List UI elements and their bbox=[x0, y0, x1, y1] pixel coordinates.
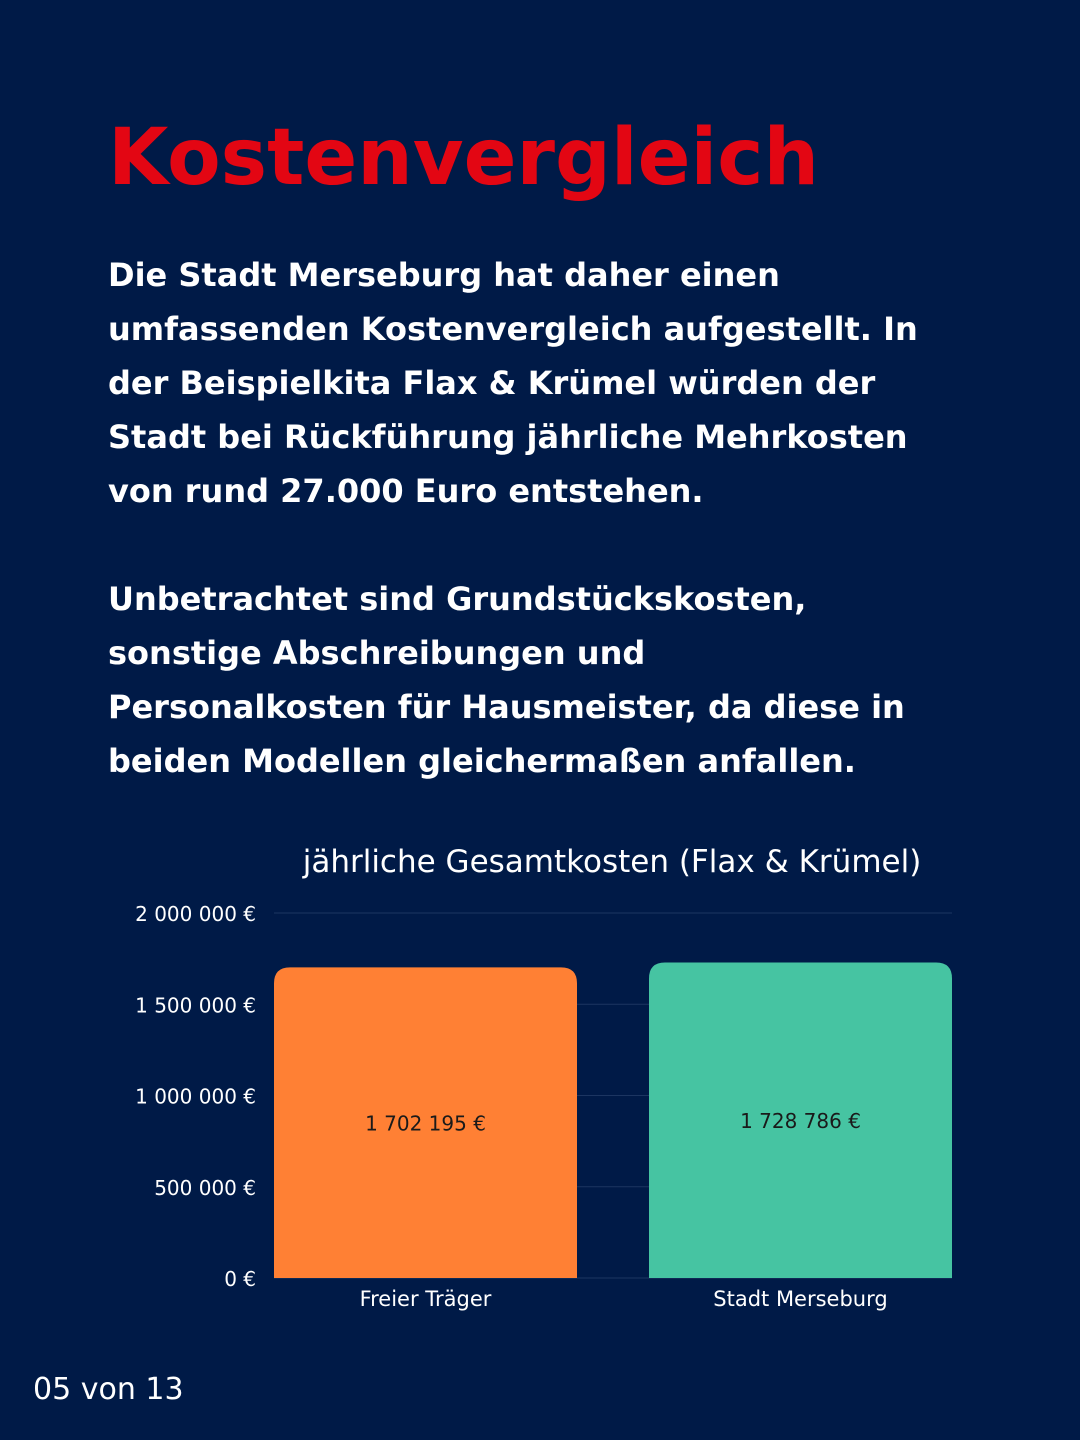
y-tick-label: 1 500 000 € bbox=[135, 993, 256, 1018]
cost-chart bbox=[0, 830, 1080, 1330]
bar-value-label: 1 702 195 € bbox=[365, 1111, 486, 1136]
y-tick-label: 0 € bbox=[224, 1267, 256, 1291]
bar-chart-svg bbox=[0, 830, 1080, 1330]
intro-line: Stadt bei Rückführung jährliche Mehrkosten bbox=[108, 418, 908, 456]
page-indicator: 05 von 13 bbox=[33, 1372, 184, 1407]
intro-line: umfassenden Kostenvergleich aufgestellt. In bbox=[108, 310, 918, 348]
intro-line: der Beispielkita Flax & Krümel würden der bbox=[108, 364, 876, 402]
bars bbox=[274, 962, 952, 1278]
y-tick-label: 500 000 € bbox=[154, 1175, 256, 1200]
y-axis-ticks bbox=[135, 902, 256, 1291]
note-paragraph bbox=[108, 572, 1008, 788]
note-line: beiden Modellen gleichermaßen anfallen. bbox=[108, 742, 856, 780]
y-tick-label: 1 000 000 € bbox=[135, 1084, 256, 1109]
note-line: Personalkosten für Hausmeister, da diese in bbox=[108, 688, 905, 726]
intro-line: Die Stadt Merseburg hat daher einen bbox=[108, 256, 780, 294]
page-title: Kostenvergleich bbox=[108, 113, 819, 203]
y-tick-label: 2 000 000 € bbox=[135, 902, 256, 926]
note-line: sonstige Abschreibungen und bbox=[108, 634, 646, 672]
note-line: Unbetrachtet sind Grundstückskosten, bbox=[108, 580, 807, 618]
x-axis-labels bbox=[360, 1287, 888, 1311]
x-tick-label: Stadt Merseburg bbox=[713, 1287, 888, 1311]
intro-paragraph bbox=[108, 248, 1008, 518]
chart-title: jährliche Gesamtkosten (Flax & Krümel) bbox=[302, 844, 922, 880]
intro-line: von rund 27.000 Euro entstehen. bbox=[108, 472, 704, 510]
x-tick-label: Freier Träger bbox=[359, 1287, 492, 1311]
bar-value-label: 1 728 786 € bbox=[740, 1109, 861, 1134]
